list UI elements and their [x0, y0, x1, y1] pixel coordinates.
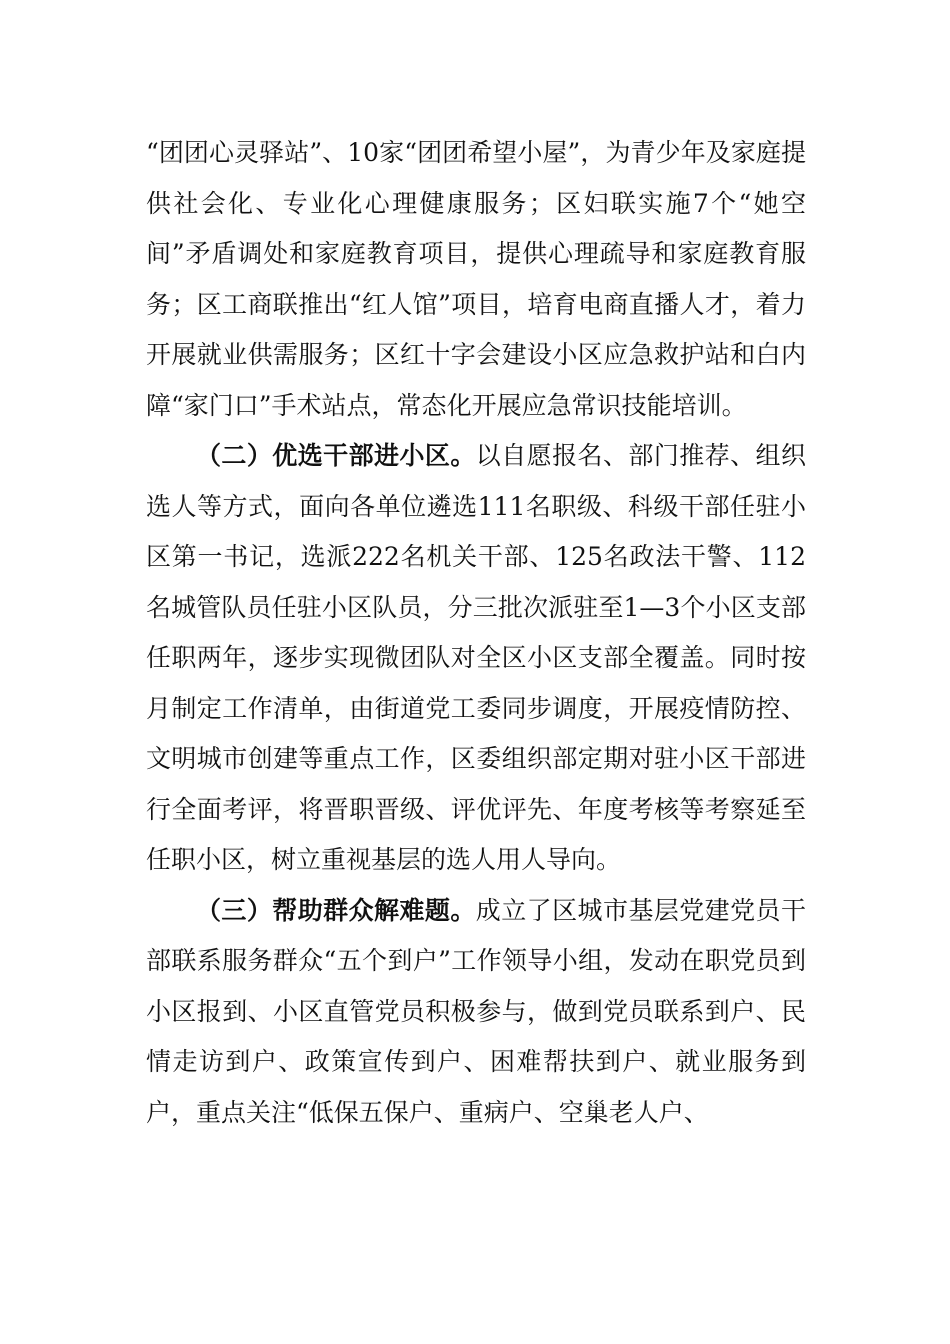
paragraph-cadres — [146, 431, 806, 886]
paragraph-text: “团团心灵驿站”、10家“团团希望小屋”，为青少年及家庭提供社会化、专业化心理健康服务；区妇联实施7个“她空间”矛盾调处和家庭教育项目，提供心理疏导和家庭教育服务；区工商联推出“红人馆”项目，培育电商直播人才，着力开展就业供需服务；区红十字会建设小区应急救护站和白内障“家门口”手术站点，常态化开展应急常识技能培训。 — [146, 138, 806, 420]
paragraph-continuation — [146, 128, 806, 431]
paragraph-text: 成立了区城市基层党建党员干部联系服务群众“五个到户”工作领导小组，发动在职党员到小区报到、小区直管党员积极参与，做到党员联系到户、民情走访到户、政策宣传到户、困难帮扶到户、就业服务到户，重点关注“低保五保户、重病户、空巢老人户、 — [146, 895, 806, 1127]
section-heading: （三）帮助群众解难题。 — [196, 895, 476, 925]
section-heading: （二）优选干部进小区。 — [196, 441, 476, 470]
paragraph-help-masses — [146, 886, 806, 1139]
paragraph-text: 以自愿报名、部门推荐、组织选人等方式，面向各单位遴选111名职级、科级干部任驻小区第一书记，选派222名机关干部、125名政法干警、112名城管队员任驻小区队员，分三批次派驻至1—3个小区支部任职两年，逐步实现微团队对全区小区支部全覆盖。同时按月制定工作清单，由街道党工委同步调度，开展疫情防控、文明城市创建等重点工作，区委组织部定期对驻小区干部进行全面考评，将晋职晋级、评优评先、年度考核等考察延至任职小区，树立重视基层的选人用人导向。 — [146, 441, 806, 874]
document-body — [146, 128, 806, 1138]
